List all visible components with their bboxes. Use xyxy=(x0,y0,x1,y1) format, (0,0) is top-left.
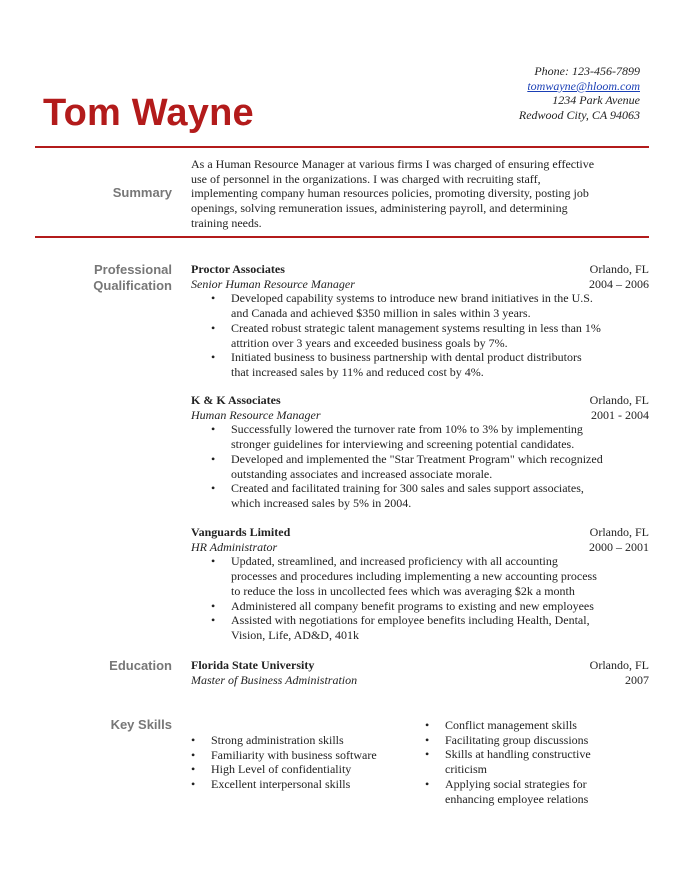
bullet-item xyxy=(211,291,649,320)
bullet-item xyxy=(211,321,649,350)
degree: Master of Business Administration xyxy=(191,672,358,687)
bullet-line: • Initiated business to business partnership with dental product distributors xyxy=(231,350,582,365)
bullet-line: outstanding associates and increased associate morale. xyxy=(231,466,493,481)
bullet-line: stronger guidelines for interviewing and screening potential candidates. xyxy=(231,437,575,452)
skill-line: • Applying social strategies for xyxy=(445,776,587,791)
bullet-line: processes and procedures including implementing a new accounting process xyxy=(231,569,597,584)
bullet-line: • Assisted with negotiations for employee benefits including Health, Dental, xyxy=(231,613,590,628)
graduation-year: 2007 xyxy=(625,672,649,687)
skill-item xyxy=(191,748,401,763)
job-dates: 2000 – 2001 xyxy=(589,539,649,554)
job-title: Senior Human Resource Manager xyxy=(191,276,355,291)
candidate-name: Tom Wayne xyxy=(43,92,254,134)
skill-line: • Excellent interpersonal skills xyxy=(211,777,351,792)
bullet-item xyxy=(211,613,649,642)
skill-item xyxy=(425,733,635,748)
company-name: Proctor Associates xyxy=(191,262,285,276)
bullet-line: attrition over 3 years and exceeded business goals by 7%. xyxy=(231,335,508,350)
skill-item xyxy=(191,777,401,792)
experience-label-line: Professional xyxy=(93,262,172,277)
skills-label: Key Skills xyxy=(110,717,172,732)
summary-label: Summary xyxy=(112,185,172,200)
job-title: Human Resource Manager xyxy=(191,407,321,422)
skill-item xyxy=(425,747,635,776)
job-dates: 2004 – 2006 xyxy=(589,276,649,291)
skill-line: enhancing employee relations xyxy=(445,791,589,806)
phone: Phone: 123-456-7899 xyxy=(534,64,640,78)
bullet-line: • Updated, streamlined, and increased proficiency with all accounting xyxy=(231,554,558,569)
bullet-line: • Developed and implemented the "Star Treatment Program" which recognized xyxy=(231,451,603,466)
skill-line: • Facilitating group discussions xyxy=(445,732,589,747)
city-address: Redwood City, CA 94063 xyxy=(518,108,640,123)
company-name: K & K Associates xyxy=(191,393,281,407)
skill-item xyxy=(425,777,635,806)
skill-item xyxy=(425,718,635,733)
header-divider xyxy=(35,146,649,148)
bullet-line: • Developed capability systems to introduce new brand initiatives in the U.S. xyxy=(231,291,593,306)
bullet-line: • Created robust strategic talent management systems resulting in less than 1% xyxy=(231,320,601,335)
bullet-line: to reduce the loss in uncollected fees which was averaging $2k a month xyxy=(231,583,575,598)
bullet-line: which increased sales by 5% in 2004. xyxy=(231,495,412,510)
skill-line: • Strong administration skills xyxy=(211,733,344,747)
skills-left-column xyxy=(191,733,401,792)
education-entry xyxy=(191,658,649,687)
summary-line: implementing company human resources policies, promoting diversity, posting job xyxy=(191,186,589,201)
skill-line: • High Level of confidentiality xyxy=(211,762,352,777)
summary-text xyxy=(191,157,649,231)
email-link[interactable]: tomwayne@hloom.com xyxy=(527,78,640,93)
bullet-line: • Administered all company benefit programs to existing and new employees xyxy=(231,598,594,613)
skills-right-column xyxy=(425,718,635,806)
job-location: Orlando, FL xyxy=(589,262,649,276)
experience-label xyxy=(40,262,172,293)
bullet-item xyxy=(211,452,649,481)
skill-item xyxy=(191,733,401,748)
job-entry xyxy=(191,262,649,380)
bullet-line: • Created and facilitated training for 300 sales and sales support associates, xyxy=(231,481,584,496)
job-dates: 2001 - 2004 xyxy=(591,407,649,422)
skill-line: • Conflict management skills xyxy=(445,718,577,732)
bullet-item xyxy=(211,350,649,379)
job-entry xyxy=(191,393,649,511)
skill-line: • Familiarity with business software xyxy=(211,747,377,762)
education-label: Education xyxy=(109,658,172,673)
bullet-item xyxy=(211,481,649,510)
bullet-line: that increased sales by 11% and reduced cost by 4%. xyxy=(231,364,484,379)
job-location: Orlando, FL xyxy=(589,525,649,539)
summary-line: use of personnel in the organizations. I was charged with recruiting staff, xyxy=(191,171,541,186)
bullet-item xyxy=(211,422,649,451)
street-address: 1234 Park Avenue xyxy=(552,93,640,108)
bullet-item xyxy=(211,554,649,598)
summary-line: training needs. xyxy=(191,215,262,230)
bullet-item xyxy=(211,599,649,614)
contact-block xyxy=(519,64,640,123)
school-name: Florida State University xyxy=(191,658,315,672)
bullet-line: and Canada and achieved $350 million in sales within 3 years. xyxy=(231,306,531,321)
bullet-line: • Successfully lowered the turnover rate from 10% to 3% by implementing xyxy=(231,422,583,437)
bullet-line: Vision, Life, AD&D, 401k xyxy=(231,627,359,642)
job-title: HR Administrator xyxy=(191,539,278,554)
school-location: Orlando, FL xyxy=(589,658,649,672)
company-name: Vanguards Limited xyxy=(191,525,291,539)
experience-label-line: Qualification xyxy=(93,277,172,293)
job-entry xyxy=(191,525,649,643)
summary-divider xyxy=(35,236,649,238)
summary-line: openings, solving remuneration issues, administering payroll, and determining xyxy=(191,201,568,216)
skill-line: • Skills at handling constructive xyxy=(445,747,591,762)
job-location: Orlando, FL xyxy=(589,393,649,407)
summary-line: As a Human Resource Manager at various firms I was charged of ensuring effective xyxy=(191,157,595,171)
skill-item xyxy=(191,762,401,777)
skill-line: criticism xyxy=(445,762,487,777)
